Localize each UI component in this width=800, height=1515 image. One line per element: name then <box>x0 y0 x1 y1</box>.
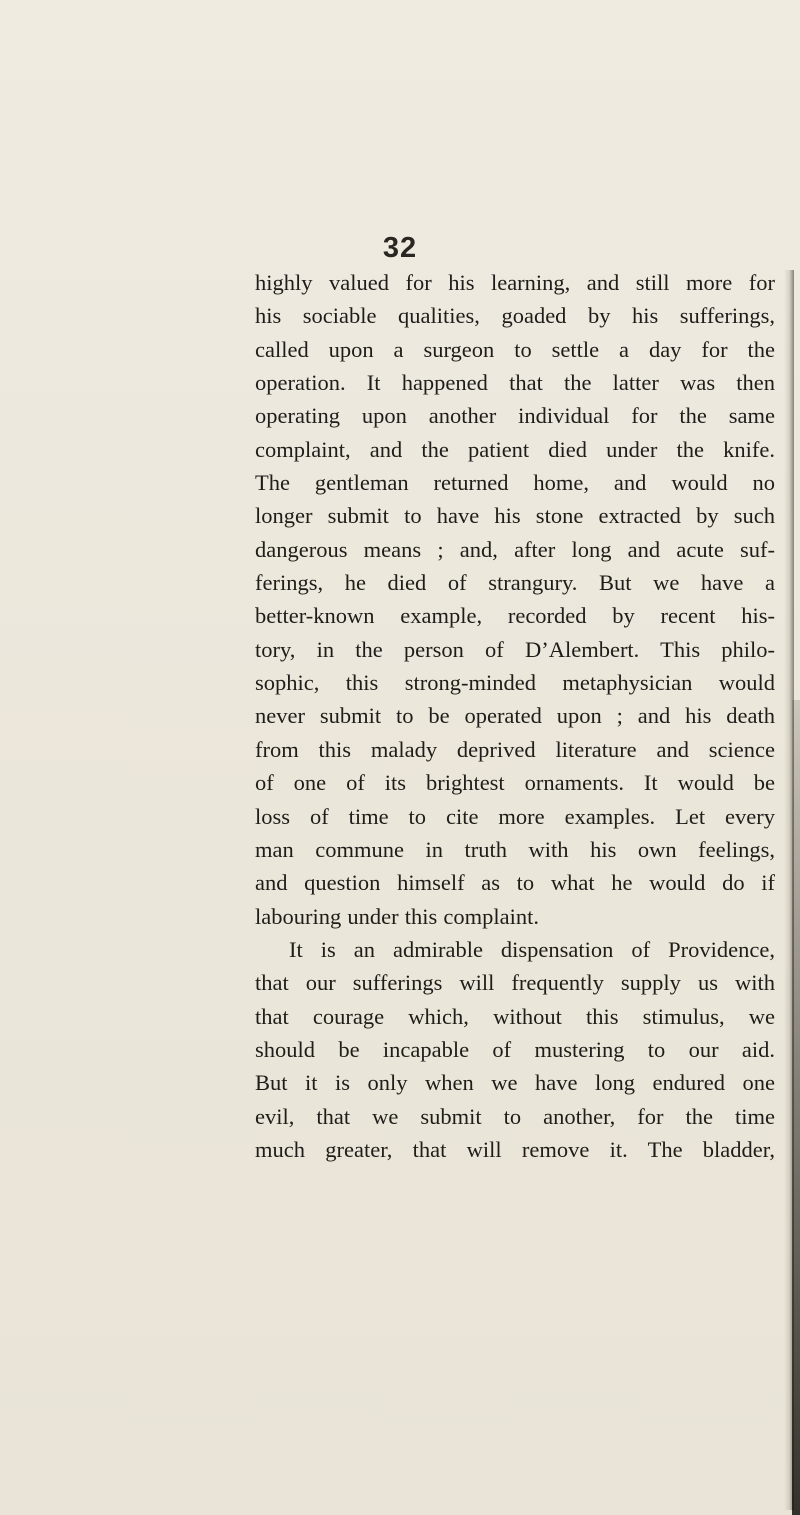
text-line: from this malady deprived literature and science <box>255 736 775 762</box>
text-line: labouring under this complaint. <box>255 903 539 929</box>
text-line: evil, that we submit to another, for the time <box>255 1103 775 1129</box>
text-line: tory, in the person of D’Alembert. This philo- <box>255 636 775 662</box>
body-text <box>255 266 775 1166</box>
text-line: should be incapable of mustering to our aid. <box>255 1036 775 1062</box>
text-line: highly valued for his learning, and still more for <box>255 270 775 295</box>
text-line: that courage which, without this stimulus, we <box>255 1003 775 1029</box>
text-line: better-known example, recorded by recent his- <box>255 603 775 629</box>
text-line: But it is only when we have long endured one <box>255 1070 775 1096</box>
text-line: loss of time to cite more examples. Let every <box>255 803 775 829</box>
text-line: complaint, and the patient died under the knife. <box>255 436 775 462</box>
text-line: sophic, this strong-minded metaphysician would <box>255 670 775 696</box>
text-line: It is an admirable dispensation of Providence, <box>289 936 775 962</box>
text-line: never submit to be operated upon ; and his death <box>255 703 775 729</box>
text-line: ferings, he died of strangury. But we have a <box>255 570 775 596</box>
text-line: much greater, that will remove it. The bladder, <box>255 1136 775 1162</box>
text-line: of one of its brightest ornaments. It would be <box>255 770 775 796</box>
page-number: 32 <box>382 232 418 264</box>
text-line: longer submit to have his stone extracted by such <box>255 503 775 529</box>
text-line: that our sufferings will frequently supply us with <box>255 970 775 996</box>
text-line: and question himself as to what he would do if <box>255 870 775 896</box>
text-line: operating upon another individual for the same <box>255 403 775 429</box>
text-line: operation. It happened that the latter was then <box>255 370 775 396</box>
text-line: his sociable qualities, goaded by his sufferings, <box>255 303 775 329</box>
text-line: called upon a surgeon to settle a day for the <box>255 336 775 362</box>
page-edge-strip <box>792 700 800 1515</box>
text-line: The gentleman returned home, and would no <box>255 470 775 496</box>
text-line: dangerous means ; and, after long and acute suf- <box>255 536 775 562</box>
text-line: man commune in truth with his own feelings, <box>255 836 775 862</box>
